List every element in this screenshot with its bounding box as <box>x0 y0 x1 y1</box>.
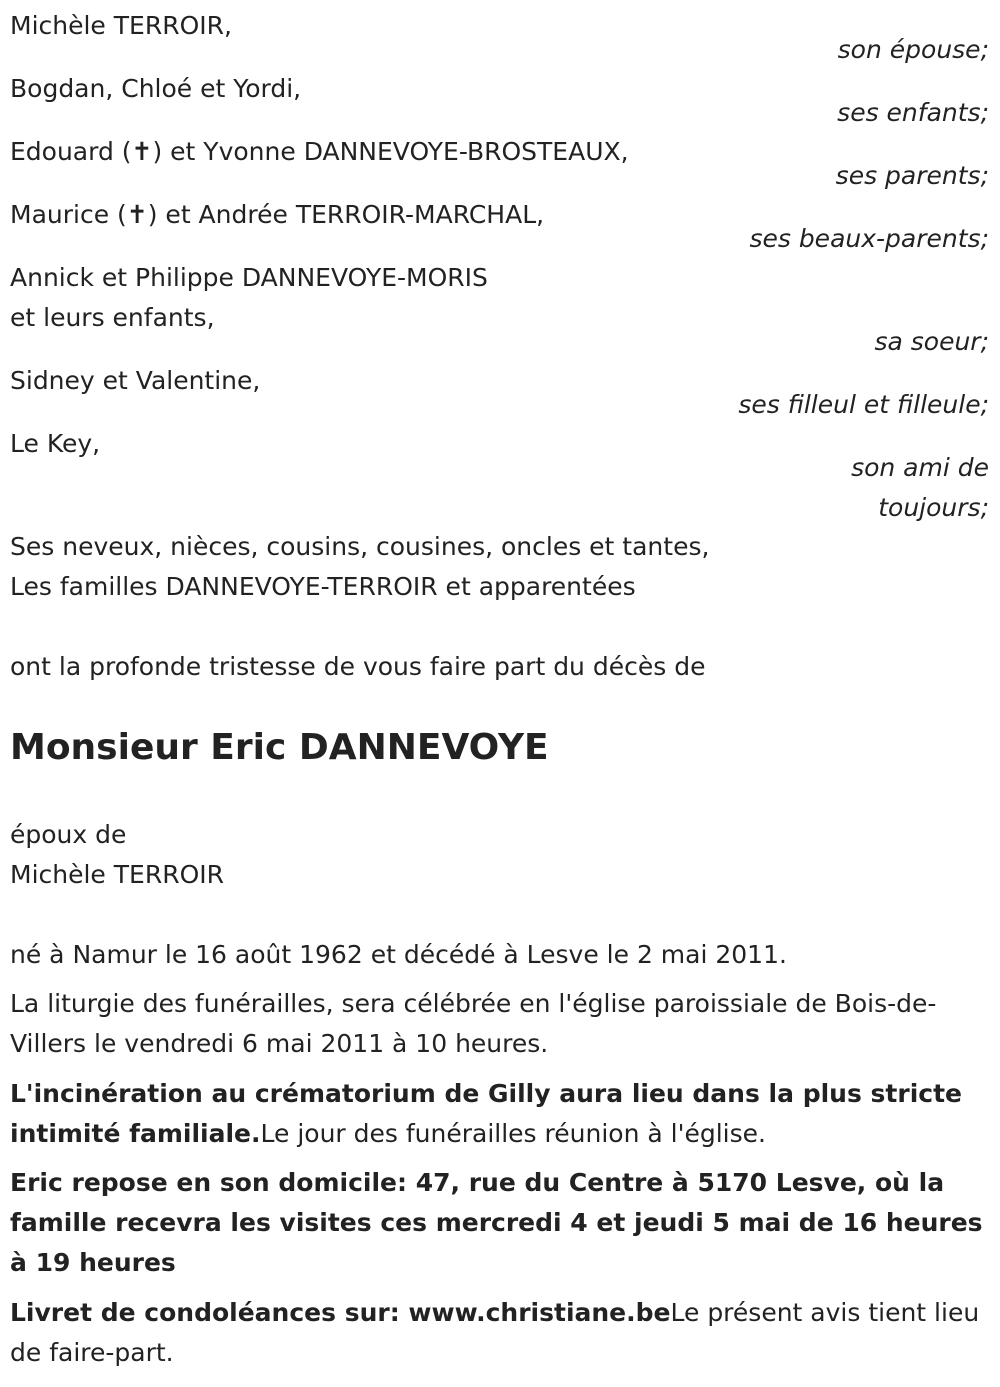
family-names-children: Bogdan, Chloé et Yordi, <box>10 74 302 103</box>
spouse-label: époux de <box>10 820 127 849</box>
condolences-bold-text: Livret de condoléances sur: www.christiane.be <box>10 1298 671 1327</box>
incineration-bold-text: L'incinération au crématorium de Gilly aura lieu dans la plus stricte intimité familiale. <box>10 1079 963 1148</box>
family-relation-godchildren: ses filleul et filleule; <box>738 390 989 419</box>
extended-family-line2: Les familles DANNEVOYE-TERROIR et apparentées <box>10 572 636 601</box>
birth-death-text: né à Namur le 16 août 1962 et décédé à Lesve le 2 mai 2011. <box>10 940 787 969</box>
family-names-sister-children: et leurs enfants, <box>10 303 215 332</box>
family-names-parents: Edouard (✝) et Yvonne DANNEVOYE-BROSTEAUX, <box>10 137 629 166</box>
family-relation-friend-line1: son ami de <box>851 453 989 482</box>
family-relation-friend-line2: toujours; <box>878 493 989 522</box>
family-names-friend: Le Key, <box>10 429 101 458</box>
condolences-paragraph <box>10 1293 990 1373</box>
family-names-parents-in-law: Maurice (✝) et Andrée TERROIR-MARCHAL, <box>10 200 545 229</box>
family-relation-sister: sa soeur; <box>874 327 989 356</box>
liturgy-text: La liturgie des funérailles, sera célébrée en l'église paroissiale de Bois-de-Villers le vendredi 6 mai 2011 à 10 heures. <box>10 989 937 1058</box>
extended-family-line1: Ses neveux, nièces, cousins, cousines, oncles et tantes, <box>10 532 710 561</box>
family-names-godchildren: Sidney et Valentine, <box>10 366 261 395</box>
condolences-normal-text: Le présent avis tient lieu de faire-part. <box>10 1298 980 1367</box>
incineration-paragraph <box>10 1074 990 1154</box>
family-relation-parents: ses parents; <box>835 161 989 190</box>
family-names-sister: Annick et Philippe DANNEVOYE-MORIS <box>10 263 488 292</box>
family-relation-parents-in-law: ses beaux-parents; <box>749 224 989 253</box>
rest-location-text: Eric repose en son domicile: 47, rue du Centre à 5170 Lesve, où la famille recevra les visites ces mercredi 4 et jeudi 5 mai de 16 heures à 19 heures <box>10 1168 983 1277</box>
family-relation-children: ses enfants; <box>837 98 989 127</box>
family-relation-spouse: son épouse; <box>837 35 989 64</box>
incineration-normal-text: Le jour des funérailles réunion à l'église. <box>260 1119 766 1148</box>
announcement-text: ont la profonde tristesse de vous faire part du décès de <box>10 652 706 681</box>
spouse-name: Michèle TERROIR <box>10 860 224 889</box>
deceased-name: Monsieur Eric DANNEVOYE <box>10 727 549 768</box>
family-names-spouse: Michèle TERROIR, <box>10 11 232 40</box>
